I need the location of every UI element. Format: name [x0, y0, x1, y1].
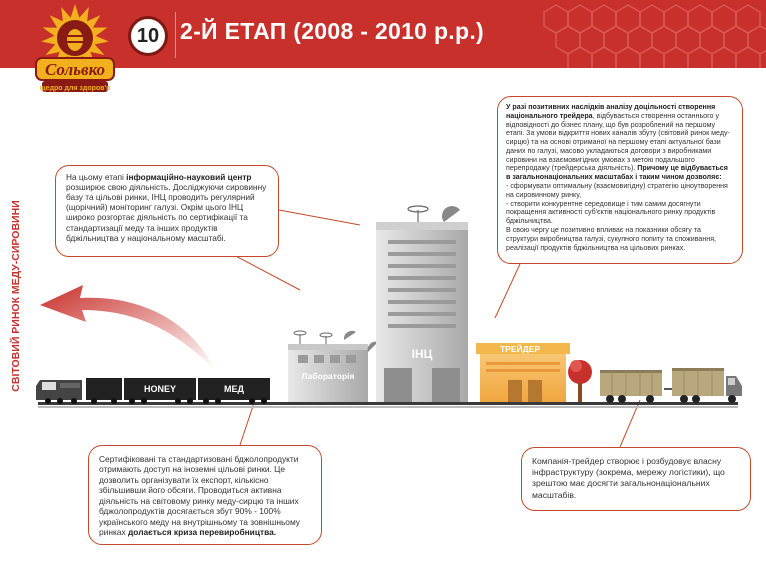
logistics-bubble: [521, 447, 751, 511]
b2-tail: В свою чергу це позитивно впливає на показники обсягу та структури виробництва галузі, сукупного попиту та споживання, реалізації продуктів бджільництва на цільових ринках.: [506, 225, 717, 252]
trader-label: ТРЕЙДЕР: [499, 344, 541, 354]
page-title: 2-Й ЕТАП (2008 - 2010 р.р.): [180, 18, 485, 44]
wagon-honey-label: HONEY: [143, 384, 177, 394]
logo-text: Сольвко: [44, 60, 106, 79]
train: [36, 378, 270, 404]
lab-building: [288, 331, 378, 402]
b4-text: Компанія-трейдер створює і розбудовує власну інфраструктуру (зокрема, мережу логістики), що зрештою має досягти загальнонаціональних масштабів.: [532, 456, 725, 500]
wagon-med-label: МЕД: [224, 384, 244, 394]
b3-text: Сертифіковані та стандартизовані бджолопродукти отримають доступ на іноземні цільові ринки. Це дозволить організувати їх експорт, кількісно збільшивши його обсяги. Проводиться активна діяльність на світовому ринку меду-сирцю та інших бджолопродуктів досягається збут 90% - 100% українського меду на внутрішньому та зовнішньому ринках: [99, 454, 300, 537]
export-arrow: [40, 285, 215, 370]
step-number-badge: 10: [128, 16, 168, 56]
export-bubble: [88, 445, 322, 545]
trader-creation-bubble: [497, 96, 743, 264]
b2-item1: - сформувати оптимальну (взаємовигідну) стратегію ціноутворення на сировинному ринку,: [506, 182, 728, 199]
truck: [600, 368, 742, 403]
logo-subtitle: щедро для здоров'я: [39, 85, 111, 92]
trader-building: [476, 343, 570, 402]
world-market-label: СВІТОВИЙ РИНОК МЕДУ-СИРОВИНИ: [10, 200, 22, 392]
b1-text-rest: розширює свою діяльність. Досліджуючи сировинну базу та цільові ринки, ІНЦ проводить регулярний (щорічний) моніторинг галузі. Окрім цього ІНЦ широко розгортає діяльність по сертифікації та стандартизації меду та інших продуктів бджільництва у національному масштабі.: [66, 182, 267, 243]
b3-bold: долається криза перевиробництва.: [127, 526, 277, 537]
info-center-bubble: [55, 165, 279, 257]
b1-text-start: На цьому етапі: [66, 172, 127, 182]
inc-building: [376, 206, 468, 402]
inc-label: ІНЦ: [411, 347, 433, 361]
b1-bold: інформаційно-науковий центр: [126, 172, 252, 182]
b2-lead-bold: У разі позитивних наслідків аналізу доцільності створення національного трейдера: [506, 103, 716, 120]
tree: [568, 360, 592, 402]
b2-bold2: Причому це відбувається в загальнонаціональних масштабах і таким чином дозволяє:: [506, 164, 728, 182]
b2-lead: , відбувається створення останнього у відповідності до бізнес плану, що був розроблений на першому етапі. За умови відкриття нових каналів збуту (світовий ринок меду-сирцю) та на основі отриманої на першому етапі актуальної бази даних по галузі, масово укладаються договори з виробниками сировини на взаємовигідних умовах з метою подальшого перепродажу (трейдерська діяльність).: [506, 111, 730, 173]
b2-item2: - створити конкурентне середовище і тим самим досягнути покращення активності суб'єктів національного ринку продуктів бджільництва.: [506, 199, 716, 226]
lab-label: Лабораторія: [301, 371, 355, 381]
